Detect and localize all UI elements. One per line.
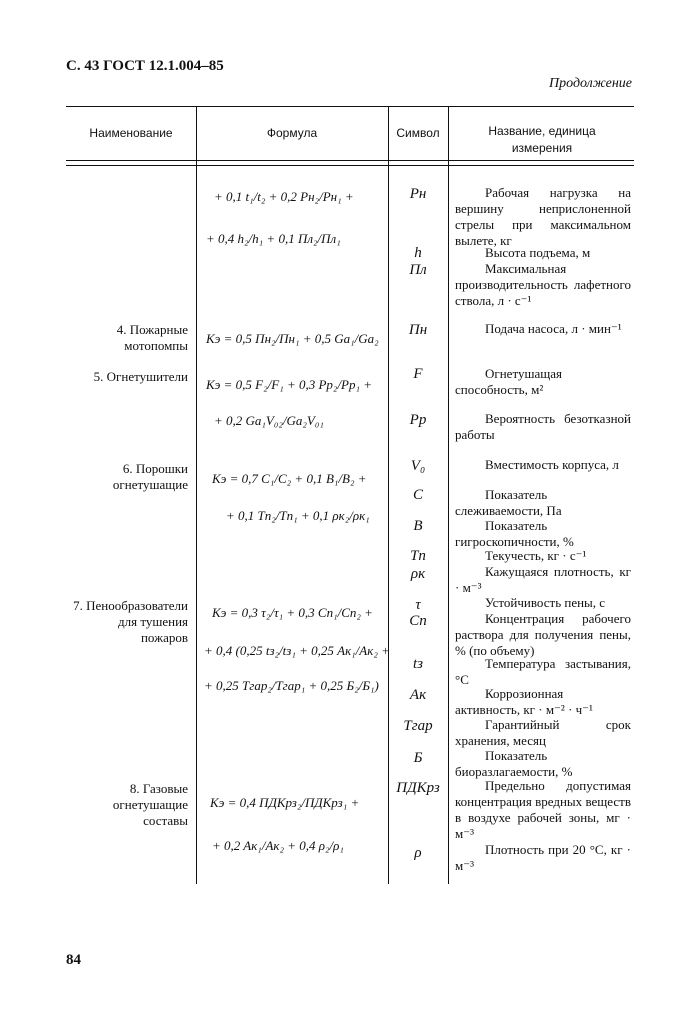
symbol: Tгар	[403, 718, 433, 734]
symbol-description: Текучесть, кг · с⁻¹	[485, 548, 587, 563]
formula-line: + 0,25 Tгар₂/Tгар₁ + 0,25 Б₂/Б₁)	[204, 678, 379, 693]
symbol-description: Плотность при 20 °С, кг · м⁻³	[455, 842, 631, 873]
symbol-description: Подача насоса, л · мин⁻¹	[485, 321, 622, 336]
symbol: Aк	[409, 687, 427, 703]
symbol-description: Предельно допустимая концентрация вредных веществ в воздухе рабочей зоны, мг · м⁻³	[455, 778, 631, 841]
formula-line: + 0,1 Tп₂/Tп₁ + 0,1 ρк₂/ρк₁	[226, 508, 370, 523]
symbol-description: Вместимость корпуса, л	[485, 457, 619, 472]
page-number: 84	[66, 952, 81, 968]
symbol: Cп	[409, 613, 427, 629]
symbol: Pн	[409, 186, 427, 202]
formula-line: + 0,2 Aк₁/Aк₂ + 0,4 ρ₂/ρ₁	[212, 838, 344, 853]
formula-line: + 0,2 Ga₁V₀₂/Ga₂V₀₁	[214, 413, 324, 428]
symbol: ПДКрз	[396, 780, 440, 796]
table-top-rule	[66, 106, 634, 107]
symbol-description: Температура застывания, °С	[455, 656, 631, 687]
column-divider	[196, 106, 197, 884]
formula-line: + 0,4 (0,25 tз₂/tз₁ + 0,25 Aк₁/Aк₂ +	[204, 643, 390, 658]
column-header-symbol: Символ	[396, 126, 440, 140]
symbol: h	[414, 245, 422, 261]
table-header-rule	[66, 160, 634, 161]
symbol-description: Концентрация рабочего раствора для получения пены, % (по объему)	[455, 611, 631, 658]
symbol: ρк	[410, 566, 426, 582]
symbol-description: Гарантийный срок хранения, месяц	[455, 717, 631, 748]
symbol-description: Высота подъема, м	[485, 245, 591, 260]
symbol-description: Показатель слеживаемости, Па	[455, 487, 562, 518]
symbol: τ	[415, 597, 421, 613]
symbol-description: Максимальная производительность лафетного ствола, л · с⁻¹	[455, 261, 631, 308]
column-divider	[448, 106, 449, 884]
row-name: 8. Газовые огнетушащие составы	[112, 781, 188, 828]
column-header-unit: Название, единица измерения	[488, 124, 596, 155]
symbol: V₀	[410, 458, 426, 474]
formula-line: Kэ = 0,5 Пн₂/Пн₁ + 0,5 Ga₁/Ga₂	[206, 331, 379, 346]
table-header-rule-2	[66, 165, 634, 166]
symbol: B	[413, 518, 423, 534]
formula-line: Kэ = 0,3 τ₂/τ₁ + 0,3 Cп₁/Cп₂ +	[212, 605, 373, 620]
symbol-description: Показатель биоразлагаемости, %	[455, 748, 573, 779]
row-name: 6. Порошки огнетушащие	[112, 461, 188, 492]
formula-line: + 0,4 h₂/h₁ + 0,1 Пл₂/Пл₁	[206, 231, 341, 246]
symbol: Pр	[409, 412, 427, 428]
row-name: 4. Пожарные мотопомпы	[116, 322, 188, 353]
symbol: F	[413, 366, 423, 382]
symbol-description: Показатель гигроскопичности, %	[455, 518, 574, 549]
symbol: ρ	[414, 845, 422, 861]
symbol-description: Коррозионная активность, кг · м⁻² · ч⁻¹	[455, 686, 593, 717]
symbol-description: Вероятность безотказной работы	[455, 411, 631, 442]
symbol: Б	[413, 750, 423, 766]
symbol-description: Устойчивость пены, с	[485, 595, 606, 610]
symbol-description: Рабочая нагрузка на вершину неприслоненной стрелы при максимальном вылете, кг	[455, 185, 631, 248]
symbol: tз	[412, 656, 424, 672]
formula-line: Kэ = 0,4 ПДКрз₂/ПДКрз₁ +	[210, 795, 360, 810]
continuation-label: Продолжение	[549, 76, 632, 91]
row-name: 7. Пенообразователи для тушения пожаров	[73, 598, 188, 645]
symbol: C	[412, 487, 423, 503]
formula-line: Kэ = 0,5 F₂/F₁ + 0,3 Pр₂/Pр₁ +	[206, 377, 373, 392]
column-header-formula: Формула	[266, 126, 318, 140]
formula-line: Kэ = 0,7 C₁/C₂ + 0,1 B₁/B₂ +	[212, 471, 367, 486]
document-header: С. 43 ГОСТ 12.1.004–85	[66, 58, 224, 74]
symbol: Пл	[409, 262, 427, 278]
column-divider	[388, 106, 389, 884]
symbol-description: Огнетушащая способность, м²	[455, 366, 562, 397]
symbol: Пн	[408, 322, 428, 338]
row-name: 5. Огнетушители	[93, 369, 188, 384]
symbol-description: Кажущаяся плотность, кг · м⁻³	[455, 564, 631, 595]
symbol: Tп	[410, 548, 426, 564]
column-header-name: Наименование	[89, 126, 173, 140]
formula-line: + 0,1 t₁/t₂ + 0,2 Pн₂/Pн₁ +	[214, 189, 354, 204]
